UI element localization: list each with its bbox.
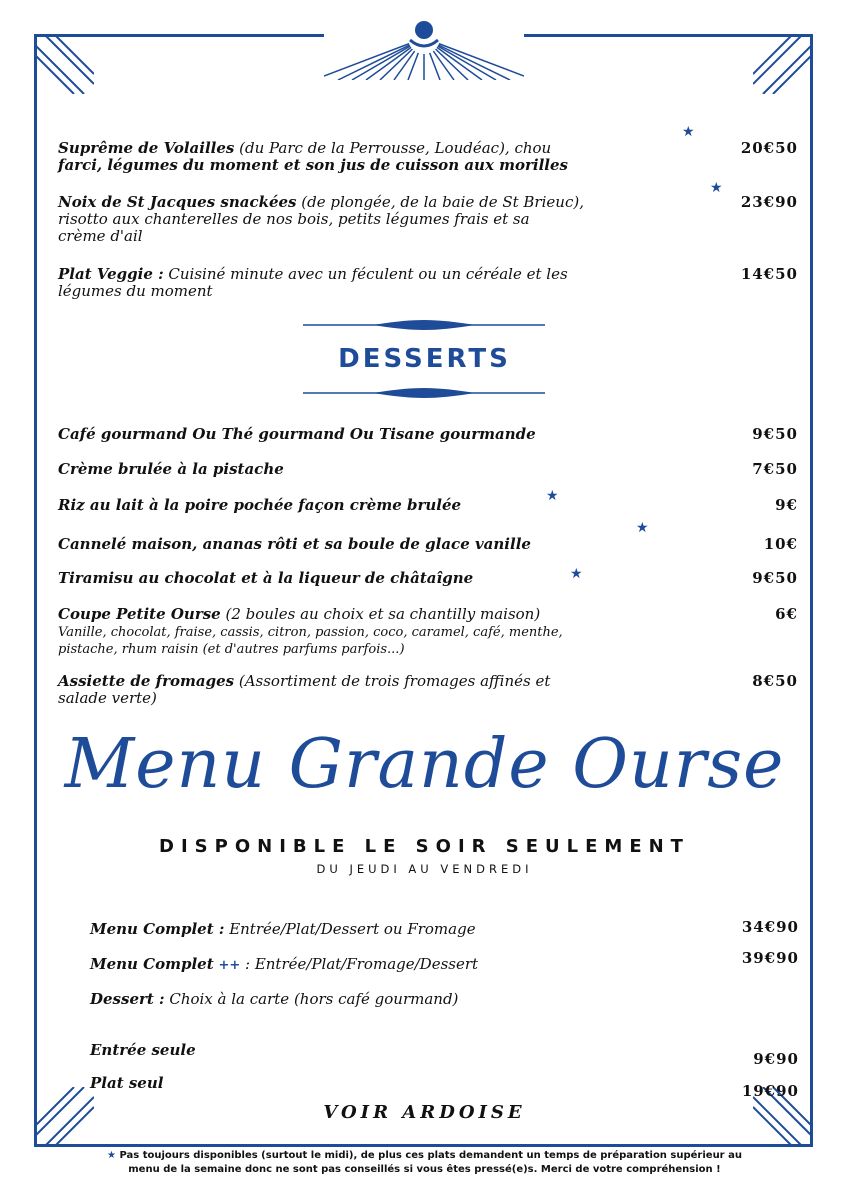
plat-price: 20€50 <box>740 139 798 157</box>
dessert-price: 8€50 <box>752 672 798 690</box>
voir-ardoise: VOIR ARDOISE <box>323 1102 526 1123</box>
plat-desc-line2: farci, légumes du moment et son jus de cuisson aux morilles <box>58 156 568 174</box>
plat-item <box>58 140 838 174</box>
plat-desc: Cuisiné minute avec un féculent ou un céréale et les <box>163 265 568 283</box>
menu-complet-price: 34€90 <box>741 918 799 936</box>
plus-plus-badge: ++ <box>218 958 241 973</box>
ornamental-divider <box>303 318 545 332</box>
plat-desc: (de plongée, de la baie de St Brieuc), <box>296 193 584 211</box>
section-title-desserts: DESSERTS <box>338 344 511 374</box>
menu-complet-label: Menu Complet : <box>90 920 225 938</box>
corner-ornament-top-left <box>34 34 94 94</box>
plat-name: Plat Veggie : <box>58 265 164 283</box>
dessert-price: 10€ <box>763 535 798 553</box>
star-icon: ★ <box>570 566 583 582</box>
dessert-desc-line2: salade verte) <box>58 689 157 707</box>
plat-item <box>58 266 838 300</box>
menu-plat-line <box>90 1074 163 1092</box>
dessert-item <box>58 570 838 587</box>
dessert-price: 7€50 <box>752 460 798 478</box>
sunburst-ornament <box>324 18 524 80</box>
star-icon: ★ <box>710 180 723 196</box>
dessert-name: Coupe Petite Ourse <box>58 605 221 623</box>
dessert-item <box>58 606 838 657</box>
star-icon: ★ <box>107 1150 116 1161</box>
menu-plat-price: 19€90 <box>741 1082 799 1100</box>
availability-days: DU JEUDI AU VENDREDI <box>316 862 533 876</box>
dessert-desc: (2 boules au choix et sa chantilly maison) <box>220 605 541 623</box>
plat-name: Noix de St Jacques snackées <box>58 193 297 211</box>
plat-desc-line2: légumes du moment <box>58 282 213 300</box>
availability-text: DISPONIBLE LE SOIR SEULEMENT <box>159 836 690 857</box>
dessert-item <box>58 497 838 514</box>
dessert-price: 9€ <box>775 496 798 514</box>
star-icon: ★ <box>636 520 649 536</box>
plat-desc-line3: crème d'ail <box>58 227 143 245</box>
menu-completpp-line <box>90 955 478 973</box>
footnote-line1: Pas toujours disponibles (surtout le midi), de plus ces plats demandent un temps de préparation supérieur au <box>119 1150 742 1161</box>
dessert-desc: (Assortiment de trois fromages affinés et <box>234 672 551 690</box>
menu-completpp-price: 39€90 <box>741 949 799 967</box>
footnote <box>20 1149 829 1177</box>
dessert-name: Riz au lait à la poire pochée façon crème brulée <box>58 496 462 514</box>
dessert-item <box>58 536 838 553</box>
dessert-item <box>58 461 838 478</box>
menu-entree-line <box>90 1041 196 1059</box>
menu-entree-label: Entrée seule <box>90 1041 196 1059</box>
dessert-name: Café gourmand Ou Thé gourmand Ou Tisane gourmande <box>58 425 536 443</box>
dessert-price: 6€ <box>775 605 798 623</box>
plat-desc: (du Parc de la Perrousse, Loudéac), chou <box>234 139 552 157</box>
dessert-name: Crème brulée à la pistache <box>58 460 284 478</box>
plat-price: 23€90 <box>740 193 798 211</box>
dessert-name: Assiette de fromages <box>58 672 235 690</box>
dessert-desc-line2: Vanille, chocolat, fraise, cassis, citron, passion, coco, caramel, café, menthe, <box>58 625 563 640</box>
menu-plat-label: Plat seul <box>90 1074 164 1092</box>
menu-entree-price: 9€90 <box>753 1050 799 1068</box>
menu-dessert-label: Dessert : <box>90 990 165 1008</box>
menu-dessert-desc: Choix à la carte (hors café gourmand) <box>164 990 459 1008</box>
plat-item <box>58 194 838 245</box>
dessert-item <box>58 673 838 707</box>
dessert-desc-line3: pistache, rhum raisin (et d'autres parfums parfois...) <box>58 642 405 657</box>
dessert-item <box>58 426 838 443</box>
menu-title: Menu Grande Ourse <box>64 725 785 804</box>
menu-complet-desc: Entrée/Plat/Dessert ou Fromage <box>224 920 476 938</box>
footnote-line2: menu de la semaine donc ne sont pas conseillés si vous êtes pressé(e)s. Merci de votre compréhension ! <box>128 1164 721 1175</box>
star-icon: ★ <box>546 488 559 504</box>
menu-dessert-line <box>90 990 458 1008</box>
plat-desc-line2: risotto aux chanterelles de nos bois, petits légumes frais et sa <box>58 210 530 228</box>
menu-completpp-label: Menu Complet <box>90 955 214 973</box>
menu-completpp-desc: : Entrée/Plat/Fromage/Dessert <box>240 955 479 973</box>
dessert-name: Cannelé maison, ananas rôti et sa boule de glace vanille <box>58 535 531 553</box>
ornamental-divider <box>303 386 545 400</box>
dessert-name: Tiramisu au chocolat et à la liqueur de châtaîgne <box>58 569 474 587</box>
dessert-price: 9€50 <box>752 425 798 443</box>
dessert-price: 9€50 <box>752 569 798 587</box>
plat-name: Suprême de Volailles <box>58 139 235 157</box>
star-icon: ★ <box>682 124 695 140</box>
corner-ornament-top-right <box>753 34 813 94</box>
menu-complet-line <box>90 920 476 938</box>
plat-price: 14€50 <box>740 265 798 283</box>
